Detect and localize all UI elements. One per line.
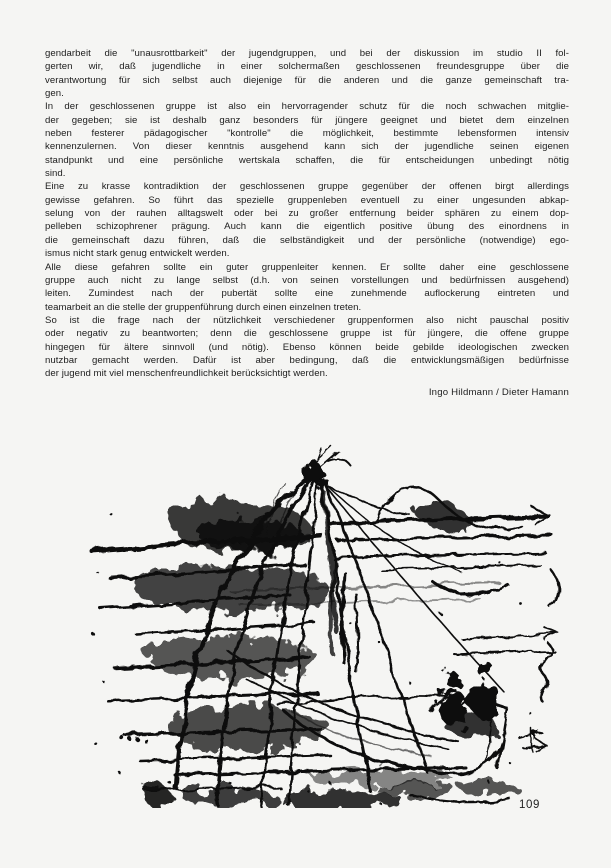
text-line: der gegeben; sie ist deshalb ganz besonders für jüngere geeignet und bietet dem einzelnen xyxy=(45,114,569,126)
text-line: oder negativ zu beantworten; denn die geschlossene gruppe ist für jüngere, die offene gruppe xyxy=(45,328,569,340)
paragraph xyxy=(45,261,569,314)
text-line: pelleben schizophrener prägung. Auch kann die eigentlich positive übung des einordnens in xyxy=(45,221,569,233)
text-line: In der geschlossenen gruppe ist also ein hervorragender schutz für die noch schwachen mitglie- xyxy=(45,101,569,113)
text-line: die gemeinschaft dazu führen, daß die selbständigkeit und der persönliche (notwendige) ego- xyxy=(45,234,569,246)
text-line: der jugend mit viel menschenfreundlichkeit berücksichtigt werden. xyxy=(45,368,328,380)
text-line: sind. xyxy=(45,168,66,180)
paragraph xyxy=(45,100,569,180)
text-line: nutzbar gemacht werden. Dafür ist aber bedingung, daß die entwicklungsmäßigen bedürfnisse xyxy=(45,354,569,366)
text-line: gruppe auch nicht zu lange selbst (d.h. von seinen vorstellungen und bedürfnissen ausgehend) xyxy=(45,274,569,286)
byline: Ingo Hildmann / Dieter Hamann xyxy=(428,386,569,398)
text-line: hingegen für ältere sinnvoll (und nötig). Ebenso können beide gebilde ideologischen zwecken xyxy=(45,341,569,353)
sailboat-illustration xyxy=(80,443,562,808)
text-line: teamarbeit an die stelle der gruppenführung durch einen einzelnen treten. xyxy=(45,301,362,313)
text-line: kennenzulernen. Von dieser kenntnis ausgehend kann sich der jugendliche seinen eigenen xyxy=(45,141,569,153)
text-line: selung von der rauhen alltagswelt oder bei zu großer entfernung beider sphären zu einem dop- xyxy=(45,208,569,220)
text-line: verantwortung für sich selbst auch diejenige für die anderen und die ganze gemeinschaft tra- xyxy=(45,74,569,86)
text-line: gendarbeit die "unausrottbarkeit" der jugendgruppen, und bei der diskussion im studio II fol- xyxy=(45,48,569,59)
text-line: gen. xyxy=(45,88,64,100)
text-line: Eine zu krasse kontradiktion der geschlossenen gruppe gegenüber der offenen birgt allerdings xyxy=(45,181,569,193)
paragraph xyxy=(45,314,569,381)
text-line: So ist die frage nach der nützlichkeit verschiedener gruppenformen also nicht pauschal positiv xyxy=(45,314,569,326)
paragraph xyxy=(45,47,569,100)
page-number: 109 xyxy=(519,799,540,811)
text-line: leiten. Zumindest nach der pubertät sollte eine zunehmende auflockerung eintreten und xyxy=(45,288,569,300)
article-text xyxy=(45,47,569,399)
text-line: ismus nicht stark genug entwickelt werden. xyxy=(45,248,230,260)
sketch-strokes xyxy=(92,445,559,808)
text-line: Alle diese gefahren sollte ein guter gruppenleiter kennen. Er sollte daher eine geschlossene xyxy=(45,261,569,273)
text-line: gerten wir, daß jugendliche in einer solchermaßen geschlossenen freundesgruppe über die xyxy=(45,61,569,73)
text-line: gewisse gefahren. So führt das spezielle gruppenleben eventuell zu einer ungesunden abkap- xyxy=(45,194,569,206)
text-line: standpunkt und eine persönliche wertskala schaffen, die für entscheidungen unbedingt nötig xyxy=(45,154,569,166)
text-line: neben festerer pädagogischer "kontrolle" die möglichkeit, bestimmte lebensformen intensiv xyxy=(45,128,569,140)
paragraph xyxy=(45,180,569,260)
